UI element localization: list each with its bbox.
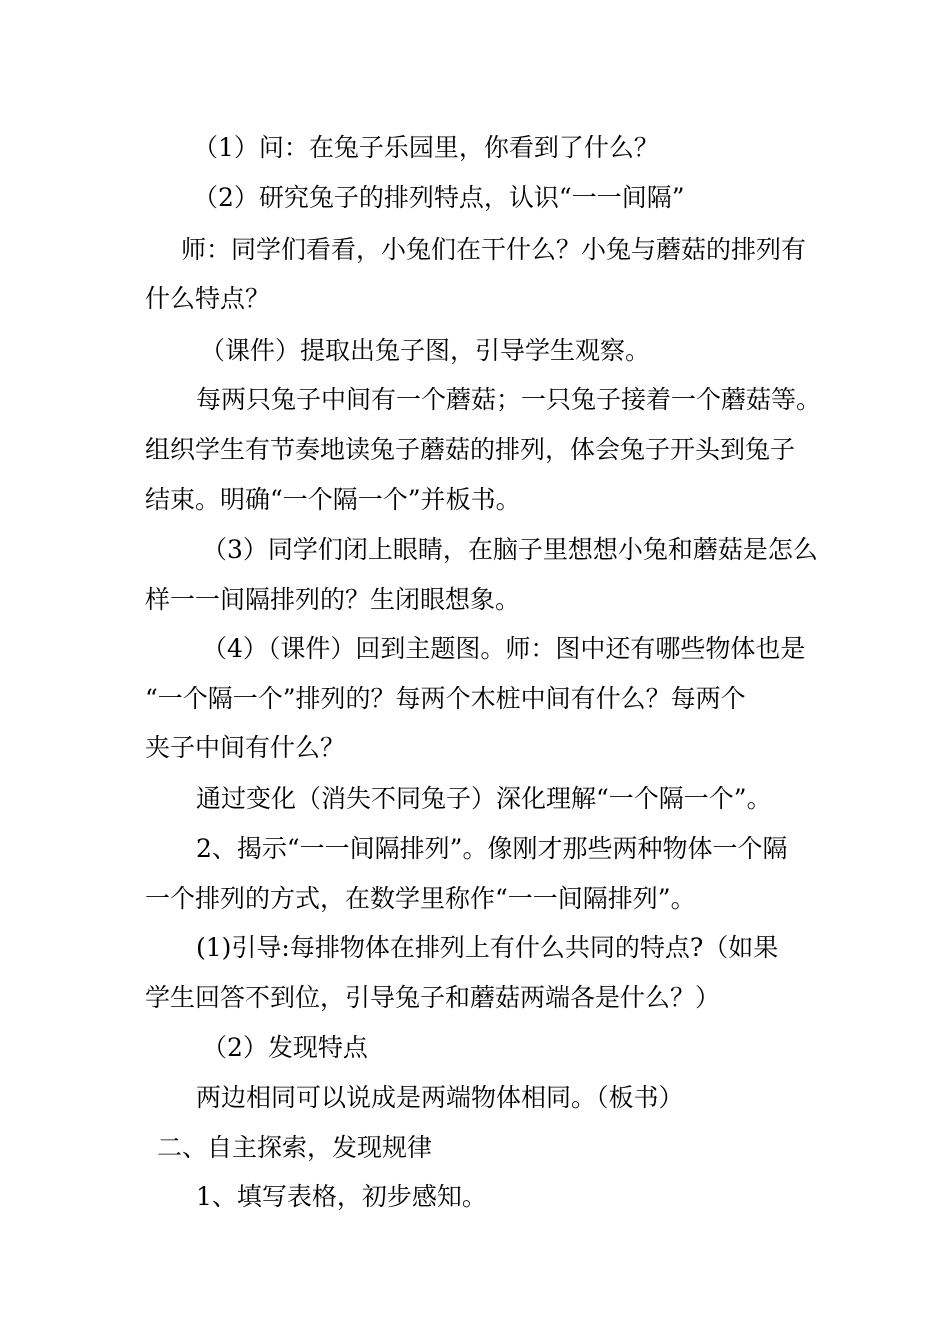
text-line: 师：同学们看看，小兔们在干什么？小兔与蘑菇的排列有 (181, 235, 807, 264)
text-line: 两边相同可以说成是两端物体相同。（板书） (196, 1083, 684, 1112)
text-line: 结束。明确“一个隔一个”并板书。 (145, 485, 521, 514)
text-line: 什么特点？ (145, 284, 271, 313)
text-line: 一个排列的方式，在数学里称作“一一间隔排列”。 (145, 884, 696, 913)
text-line: 学生回答不到位，引导兔子和蘑菇两端各是什么？） (145, 983, 721, 1012)
text-line: 通过变化（消失不同兔子）深化理解“一个隔一个”。 (196, 784, 772, 813)
text-line: 2、揭示“一一间隔排列”。像刚才那些两种物体一个隔 (196, 834, 788, 863)
text-line: （2）研究兔子的排列特点，认识“一一间隔” (193, 183, 685, 212)
text-line: “一个隔一个”排列的？每两个木桩中间有什么？每两个 (145, 684, 746, 713)
text-line: 样一一间隔排列的？生闭眼想象。 (145, 585, 521, 614)
text-line: （课件）提取出兔子图，引导学生观察。 (200, 336, 651, 365)
text-line: （2）发现特点 (202, 1033, 368, 1062)
text-line: 1、填写表格，初步感知。 (196, 1182, 487, 1211)
text-line: （1）问：在兔子乐园里，你看到了什么？ (193, 133, 659, 162)
text-line: （4）（课件）回到主题图。师：图中还有哪些物体也是 (202, 634, 806, 663)
text-line: 夹子中间有什么？ (145, 733, 346, 762)
text-line: （3）同学们闭上眼睛，在脑子里想想小兔和蘑菇是怎么 (202, 535, 818, 564)
text-line: (1)引导:每排物体在排列上有什么共同的特点?（如果 (196, 933, 779, 962)
text-line: 每两只兔子中间有一个蘑菇；一只兔子接着一个蘑菇等。 (196, 385, 822, 414)
section-heading: 二、自主探索，发现规律 (157, 1133, 433, 1162)
text-line: 组织学生有节奏地读兔子蘑菇的排列，体会兔子开头到兔子 (145, 435, 796, 464)
